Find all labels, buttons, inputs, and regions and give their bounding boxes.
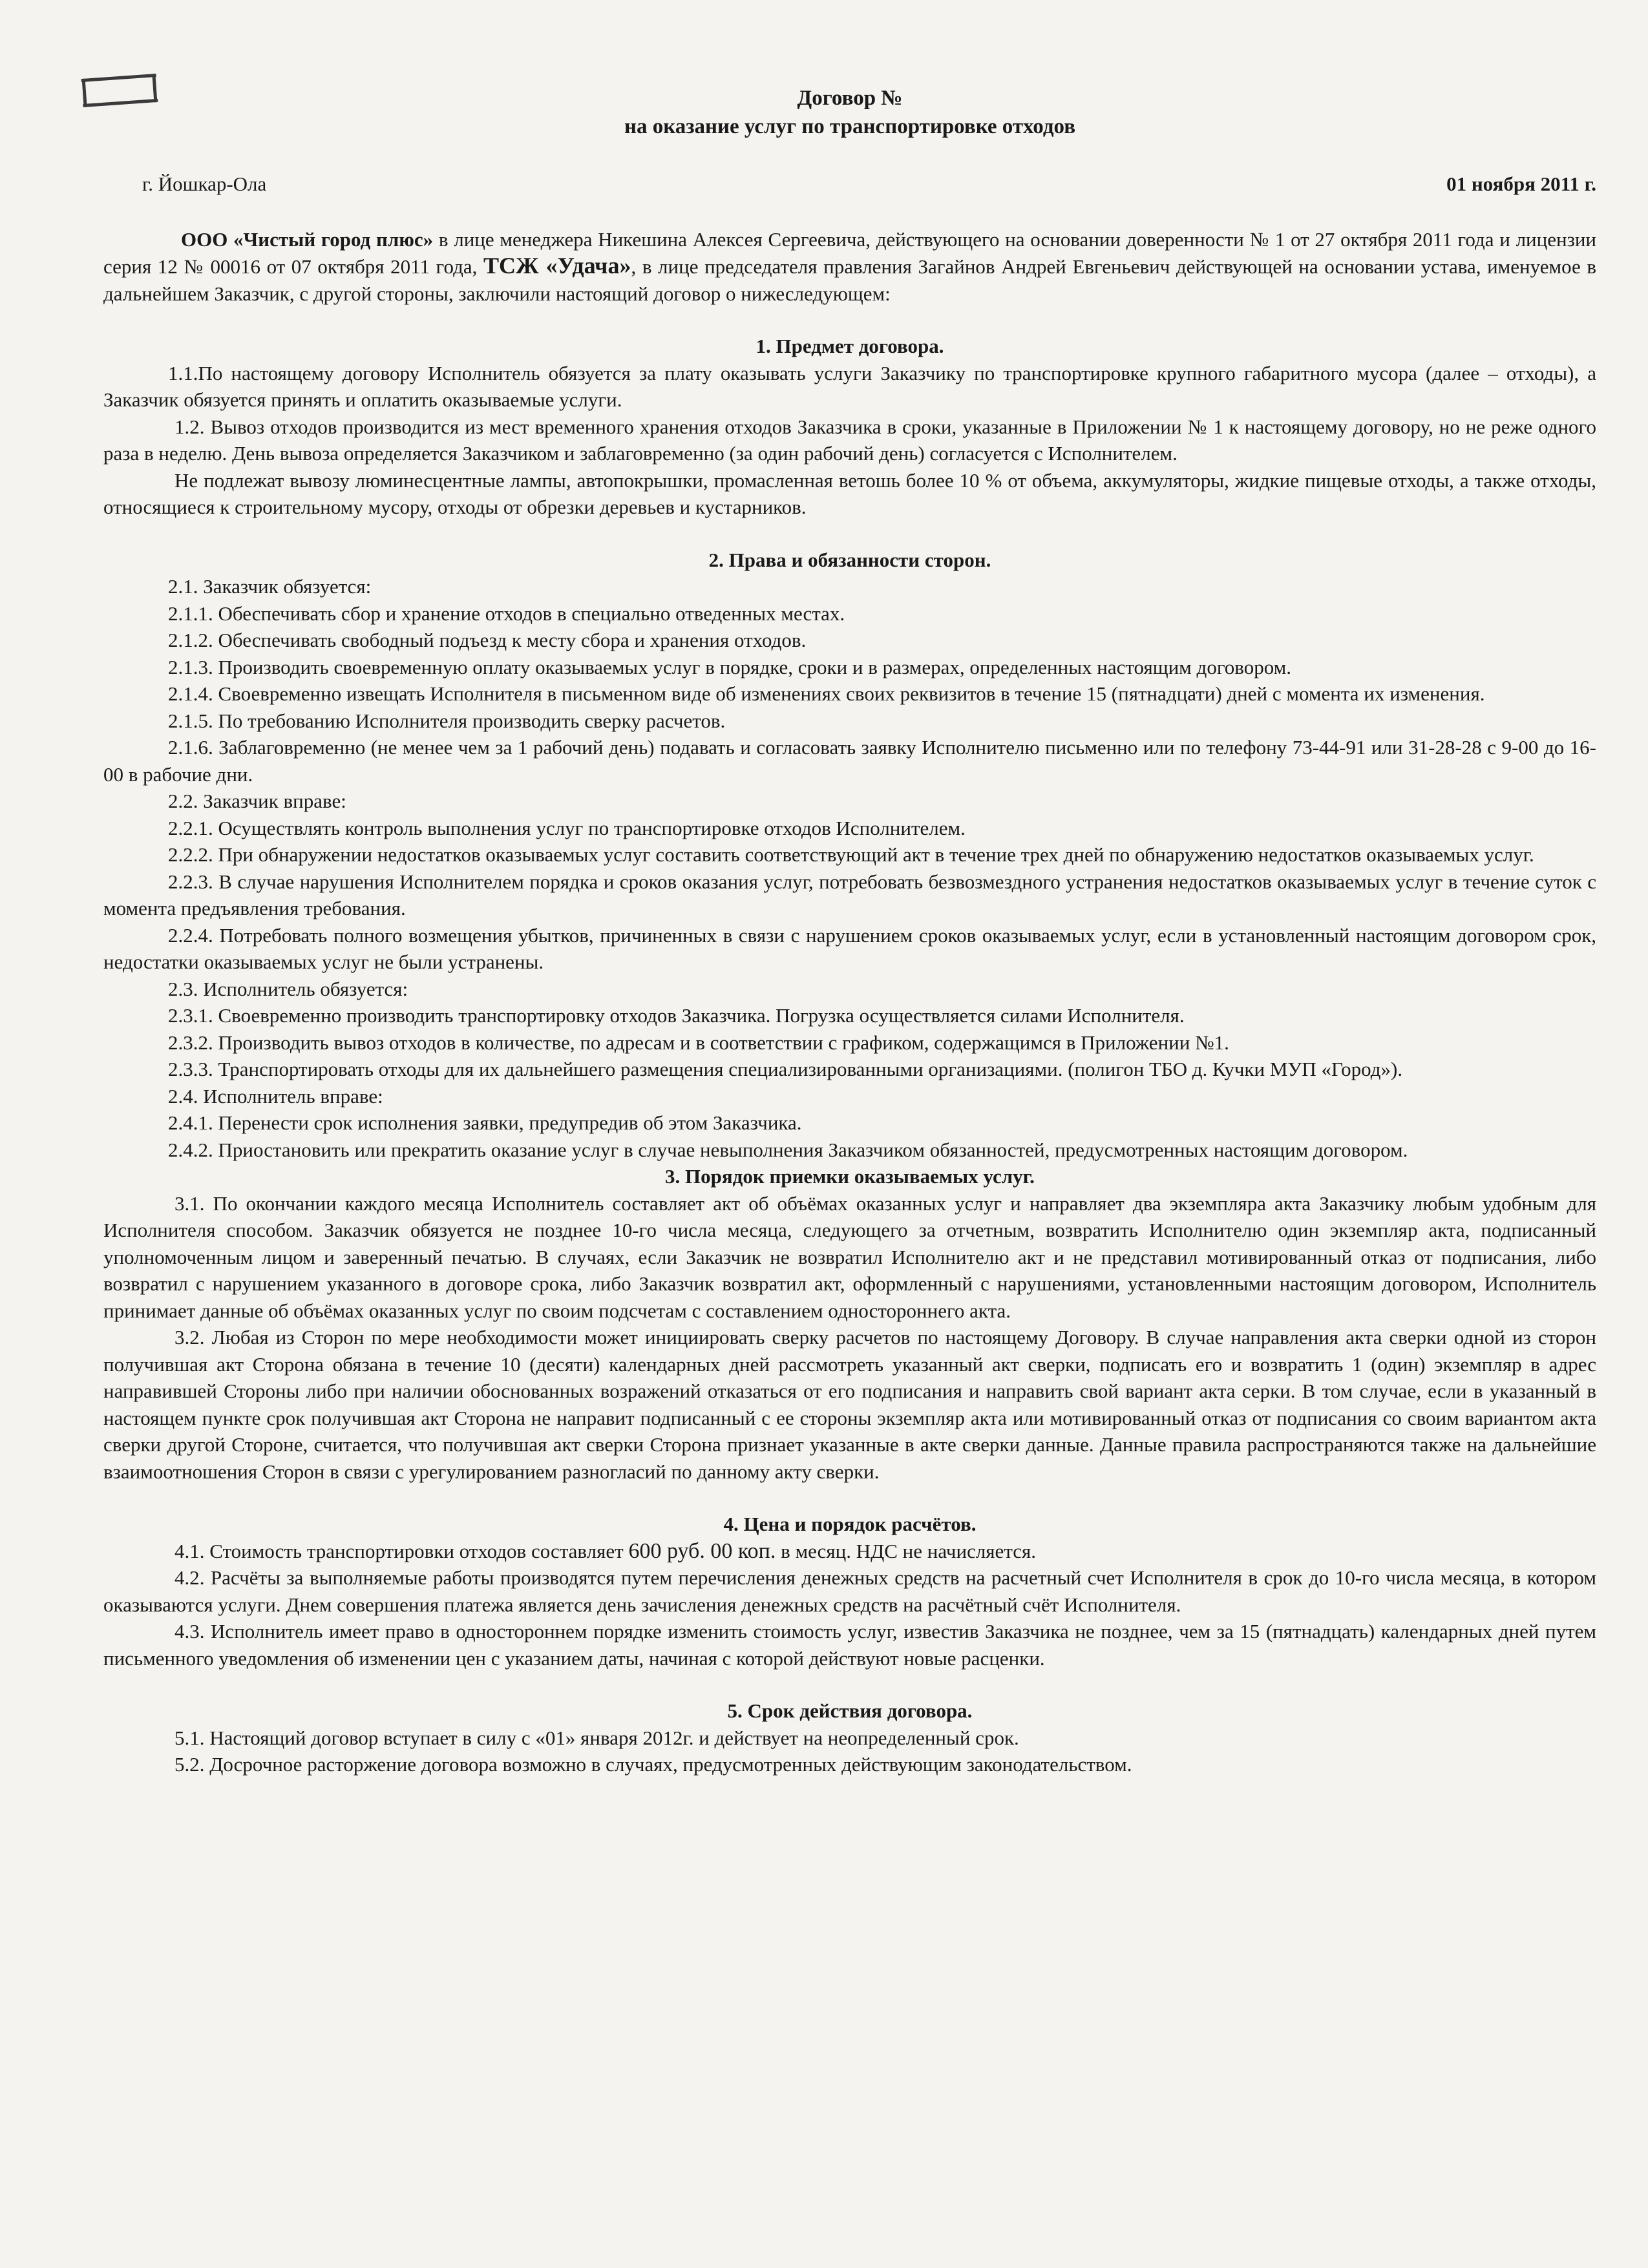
clause-4-2: 4.2. Расчёты за выполняемые работы производятся путем перечисления денежных средств на расчетный счет Исполнителя в срок до 10-го числа месяца, в котором оказываются услуги. Днем совершения платежа является день зачисления денежных средств на расчётный счёт Исполнителя. <box>103 1566 1596 1616</box>
clause-4-1-text-b: в месяц. НДС не начисляется. <box>776 1539 1037 1562</box>
contract-date: 01 ноября 2011 г. <box>1446 173 1596 195</box>
clause-5-2: 5.2. Досрочное расторжение договора возможно в случаях, предусмотренных действующим законодательством. <box>174 1753 1132 1776</box>
preamble <box>103 226 1596 308</box>
section-1-heading: 1. Предмет договора. <box>755 335 944 357</box>
clause-2-3-1: 2.3.1. Своевременно производить транспортировку отходов Заказчика. Погрузка осуществляется силами Исполнителя. <box>168 1004 1185 1027</box>
document-subtitle: на оказание услуг по транспортировке отходов <box>624 115 1076 138</box>
clause-2-1-4: 2.1.4. Своевременно извещать Исполнителя в письменном виде об изменениях своих реквизитов в течение 15 (пятнадцати) дней с момента их изменения. <box>168 682 1485 705</box>
clause-2-4: 2.4. Исполнитель вправе: <box>168 1084 383 1108</box>
clause-2-3-2: 2.3.2. Производить вывоз отходов в количестве, по адресам и в соответствии с графиком, содержащимся в Приложении №1. <box>168 1031 1229 1054</box>
clause-2-4-2: 2.4.2. Приостановить или прекратить оказание услуг в случае невыполнения Заказчиком обязанностей, предусмотренных настоящим договором. <box>168 1138 1408 1161</box>
contractor-name: ООО «Чистый город плюс» <box>181 227 434 251</box>
clause-2-1-5: 2.1.5. По требованию Исполнителя производить сверку расчетов. <box>168 709 726 732</box>
section-4-heading: 4. Цена и порядок расчётов. <box>723 1513 977 1535</box>
clause-2-1-3: 2.1.3. Производить своевременную оплату оказываемых услуг в порядке, сроки и в размерах, определенных настоящим договором. <box>168 655 1291 678</box>
clause-2-1: 2.1. Заказчик обязуется: <box>168 575 372 598</box>
clause-3-2: 3.2. Любая из Сторон по мере необходимости может инициировать сверку расчетов по настоящему Договору. В случае направления акта сверки одной из сторон получившая акт Сторона обязана в течение 10 (десяти) календарных дней рассмотреть указанный акт сверки, подписать его и возвратить 1 (один) экземпляр в адрес направившей Стороны либо при наличии обоснованных возражений отказаться от его подписания и направить свой вариант акта серки. В том случае, если в указанный в настоящем пункте срок получившая акт Сторона не направит подписанный с ее стороны экземпляр акта или мотивированный отказ от подписания со своим вариантом акта сверки другой Стороне, считается, что получившая акт сверки Сторона признает указанные в акте сверки данные. Данные правила распространяются также на дальнейшие взаимоотношения Сторон в связи с урегулированием разногласий по данному акту сверки. <box>103 1326 1596 1483</box>
clause-4-3: 4.3. Исполнитель имеет право в одностороннем порядке изменить стоимость услуг, известив Заказчика не позднее, чем за 15 (пятнадцать) календарных дней путем письменного уведомления об изменении цен с указанием даты, начиная с которой действуют новые расценки. <box>103 1620 1596 1670</box>
clause-1-1: 1.1.По настоящему договору Исполнитель обязуется за плату оказывать услуги Заказчику по транспортировке крупного габаритного мусора (далее – отходы), а Заказчик обязуется принять и оплатить оказываемые услуги. <box>103 361 1596 411</box>
clause-2-2-1: 2.2.1. Осуществлять контроль выполнения услуг по транспортировке отходов Исполнителем. <box>168 816 966 839</box>
clause-2-4-1: 2.4.1. Перенести срок исполнения заявки, предупредив об этом Заказчика. <box>168 1111 802 1134</box>
clause-2-2: 2.2. Заказчик вправе: <box>168 790 346 812</box>
contract-document <box>103 84 1596 1778</box>
section-2-heading: 2. Права и обязанности сторон. <box>708 548 991 571</box>
section-2-clauses <box>103 573 1596 1163</box>
customer-name: ТСЖ «Удача» <box>483 253 631 278</box>
clause-4-1 <box>103 1538 1596 1565</box>
clause-2-2-3: 2.2.3. В случае нарушения Исполнителем порядка и сроков оказания услуг, потребовать безвозмездного устранения недостатков оказываемых услуг в течение суток с момента предъявления требования. <box>103 870 1596 919</box>
clause-2-3: 2.3. Исполнитель обязуется: <box>168 977 408 1000</box>
clause-2-1-2: 2.1.2. Обеспечивать свободный подъезд к месту сбора и хранения отходов. <box>168 629 807 651</box>
price: 600 руб. 00 коп. <box>628 1538 776 1563</box>
clause-2-2-4: 2.2.4. Потребовать полного возмещения убытков, причиненных в связи с нарушением сроков оказываемых услуг, если в установленный настоящим договором срок, недостатки оказываемых услуг не были устранены. <box>103 923 1596 973</box>
clause-2-3-3: 2.3.3. Транспортировать отходы для их дальнейшего размещения специализированными организациями. (полигон ТБО д. Кучки МУП «Город»). <box>168 1058 1403 1080</box>
clause-3-1: 3.1. По окончании каждого месяца Исполнитель составляет акт об объёмах оказанных услуг и направляет два экземпляра акта Заказчику любым удобным для Исполнителя способом. Заказчик обязуется не позднее 10-го числа месяца, следующего за отчетным, возвратить Исполнителю один экземпляр акта, подписанный уполномоченным лицом и заверенный печатью. В случаях, если Заказчик не возвратил Исполнителю акт и не представил мотивированный отказ от подписания, либо возвратил с нарушением указанного в договоре срока, либо Заказчик возвратил акт, оформленный с нарушениями, установленными настоящим договором, Исполнитель принимает данные об объёмах оказанных услуг по своим подсчетам с составлением одностороннего акта. <box>103 1192 1596 1322</box>
preamble-part-1: в лице менеджера Никешина Алексея Сергеевича, действующего на основании доверенности № 1 от 27 октября 2011 года и лицензии серия 12 № 00016 от 07 октября 2011 года, <box>103 227 1597 278</box>
preamble-part-2: , в лице председателя правления Загайнов Андрей Евгеньевич действующей на основании устава, именуемое в дальнейшем Заказчик, с другой стороны, заключили настоящий договор о нижеследующем: <box>103 255 1596 305</box>
clause-1-2: 1.2. Вывоз отходов производится из мест временного хранения отходов Заказчика в сроки, указанные в Приложении № 1 к настоящему договору, но не реже одного раза в неделю. День вывоза определяется Заказчиком и заблаговременно (за один рабочий день) согласуется с Исполнителем. <box>103 415 1596 465</box>
clause-1-note: Не подлежат вывозу люминесцентные лампы, автопокрышки, промасленная ветошь более 10 % от объема, аккумуляторы, жидкие пищевые отходы, а также отходы, относящиеся к строительному мусору, отходы от обрезки деревьев и кустарников. <box>103 468 1596 518</box>
clause-2-1-1: 2.1.1. Обеспечивать сбор и хранение отходов в специально отведенных местах. <box>168 602 845 625</box>
section-5-heading: 5. Срок действия договора. <box>727 1699 973 1722</box>
document-title: Договор № <box>797 87 903 110</box>
section-3-heading: 3. Порядок приемки оказываемых услуг. <box>665 1165 1035 1188</box>
clause-2-2-2: 2.2.2. При обнаружении недостатков оказываемых услуг составить соответствующий акт в течение трех дней по обнаружению недостатков оказываемых услуг. <box>168 843 1534 866</box>
city: г. Йошкар-Ола <box>142 173 267 195</box>
clause-4-1-text-a: 4.1. Стоимость транспортировки отходов составляет <box>174 1539 629 1562</box>
place-date-line <box>103 171 1596 198</box>
clause-5-1: 5.1. Настоящий договор вступает в силу с «01» января 2012г. и действует на неопределенный срок. <box>174 1726 1019 1749</box>
clause-2-1-6: 2.1.6. Заблаговременно (не менее чем за 1 рабочий день) подавать и согласовать заявку Исполнителю письменно или по телефону 73-44-91 или 31-28-28 с 9-00 до 16-00 в рабочие дни. <box>103 736 1596 786</box>
